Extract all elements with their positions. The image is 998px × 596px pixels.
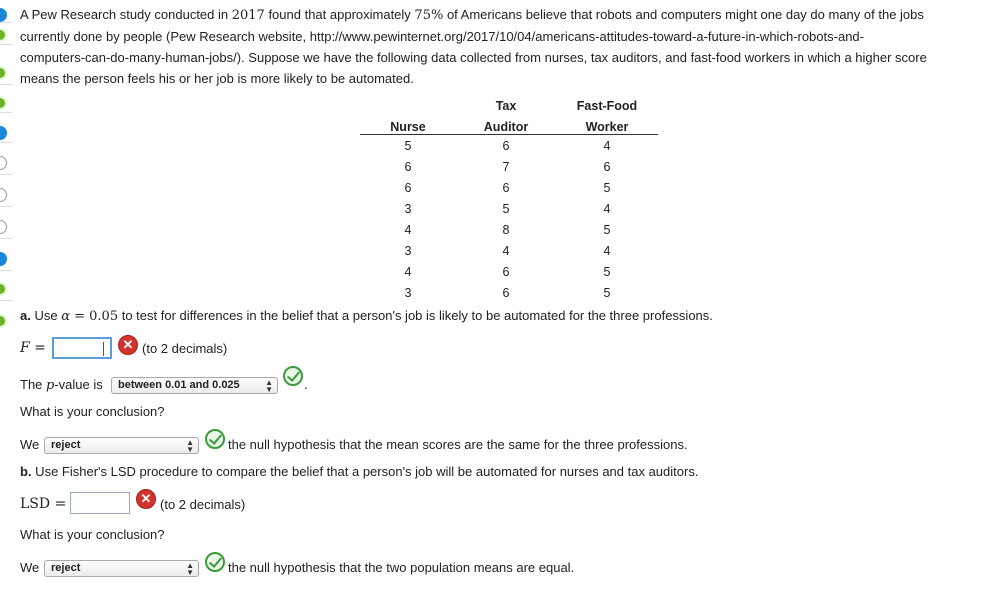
table-cell: 4	[603, 201, 611, 216]
data-table	[360, 92, 658, 303]
table-header-cell: Tax	[495, 99, 517, 113]
pvalue-select[interactable]: between 0.01 and 0.025 ▲ ▼	[111, 377, 278, 394]
table-cell: 5	[603, 264, 611, 279]
table-row	[360, 156, 658, 177]
table-row	[360, 135, 658, 157]
select-arrows-icon: ▲ ▼	[186, 438, 194, 454]
divider	[0, 112, 12, 113]
table-cell: 5	[502, 201, 510, 216]
incorrect-icon: ✕	[136, 489, 156, 509]
f-hint: (to 2 decimals)	[142, 341, 228, 356]
table-cell: 5	[603, 180, 611, 195]
table-cell: 3	[404, 243, 412, 258]
table-cell: 6	[404, 159, 412, 174]
table-cell: 6	[502, 264, 510, 279]
table-header-bottom	[360, 113, 658, 135]
correct-icon	[205, 552, 225, 572]
part-a-label: a.	[20, 308, 31, 323]
status-dot-correct[interactable]	[0, 314, 7, 328]
lsd-label: LSD =	[20, 496, 67, 512]
problem-statement	[20, 4, 995, 89]
table-header-cell: Fast-Food	[576, 99, 638, 113]
intro-line-1: A Pew Research study conducted in 2017 found that approximately 75% of Americans believe that robots and computers might one day do many of the jobs	[20, 7, 924, 23]
part-b-label: b.	[20, 464, 32, 479]
select-arrows-icon: ▲ ▼	[186, 561, 194, 577]
status-dot-current[interactable]	[0, 8, 7, 22]
table-header-top	[360, 92, 658, 113]
intro-line-3: computers-can-do-many-human-jobs/). Suppose we have the following data collected from nurses, tax auditors, and fast-food workers in which a higher score	[20, 50, 927, 65]
part-a-we-label: We	[20, 437, 40, 452]
table-row	[360, 219, 658, 240]
table-cell: 5	[603, 222, 611, 237]
part-a-prompt: a. Use α = 0.05 to test for differences in the belief that a person's job is likely to be automated for the three professions.	[20, 308, 713, 324]
part-a-conclusion-text: the null hypothesis that the mean scores are the same for the three professions.	[228, 437, 688, 452]
correct-icon	[205, 429, 225, 449]
table-row	[360, 198, 658, 219]
table-header-cell: Auditor	[456, 113, 556, 135]
table-cell: 5	[404, 138, 412, 153]
table-cell: 6	[502, 285, 510, 300]
status-dot-correct[interactable]	[0, 66, 7, 80]
table-header-cell: Nurse	[360, 113, 456, 135]
select-arrows-icon: ▲ ▼	[265, 378, 273, 394]
status-dot-correct[interactable]	[0, 28, 7, 42]
pvalue-label: The p-value is	[20, 377, 103, 393]
divider	[0, 174, 12, 175]
table-row	[360, 282, 658, 303]
divider	[0, 300, 12, 301]
part-b-prompt: b. Use Fisher's LSD procedure to compare the belief that a person's job will be automated for nurses and tax auditors.	[20, 464, 699, 479]
table-cell: 6	[502, 138, 510, 153]
divider	[0, 142, 12, 143]
table-cell: 4	[603, 138, 611, 153]
table-cell: 3	[404, 201, 412, 216]
divider	[0, 44, 12, 45]
status-dot-unanswered[interactable]	[0, 220, 7, 234]
table-cell: 4	[404, 264, 412, 279]
status-dot-unanswered[interactable]	[0, 156, 7, 170]
status-dot-current[interactable]	[0, 126, 7, 140]
table-cell: 6	[502, 180, 510, 195]
lsd-input[interactable]	[70, 492, 130, 514]
question-progress-sidebar	[0, 0, 12, 596]
part-a-conclusion-select[interactable]: reject ▲ ▼	[44, 437, 199, 454]
table-row	[360, 261, 658, 282]
pvalue-period: .	[304, 377, 308, 392]
part-b-conclusion-select[interactable]: reject ▲ ▼	[44, 560, 199, 577]
table-cell: 4	[502, 243, 510, 258]
status-dot-unanswered[interactable]	[0, 188, 7, 202]
intro-line-4: means the person feels his or her job is more likely to be automated.	[20, 71, 414, 86]
lsd-hint: (to 2 decimals)	[160, 497, 246, 512]
incorrect-icon: ✕	[118, 335, 138, 355]
divider	[0, 238, 12, 239]
table-row	[360, 177, 658, 198]
part-b-conclusion-question: What is your conclusion?	[20, 527, 165, 542]
table-header-cell	[360, 92, 456, 113]
correct-icon	[283, 366, 303, 386]
table-cell: 4	[603, 243, 611, 258]
status-dot-correct[interactable]	[0, 282, 7, 296]
divider	[0, 22, 12, 23]
table-cell: 6	[404, 180, 412, 195]
status-dot-current[interactable]	[0, 252, 7, 266]
table-cell: 6	[603, 159, 611, 174]
table-cell: 7	[502, 159, 510, 174]
f-statistic-input[interactable]	[52, 337, 112, 359]
table-cell: 4	[404, 222, 412, 237]
table-cell: 3	[404, 285, 412, 300]
table-cell: 8	[502, 222, 510, 237]
status-dot-correct[interactable]	[0, 96, 7, 110]
divider	[0, 84, 12, 85]
intro-line-2: currently done by people (Pew Research website, http://www.pewinternet.org/2017/10/04/americans-attitudes-toward-a-future-in-which-robots-and-	[20, 29, 864, 44]
table-cell: 5	[603, 285, 611, 300]
table-row	[360, 240, 658, 261]
divider	[0, 206, 12, 207]
part-b-we-label: We	[20, 560, 40, 575]
part-b-conclusion-text: the null hypothesis that the two population means are equal.	[228, 560, 575, 575]
divider	[0, 270, 12, 271]
part-a-conclusion-question: What is your conclusion?	[20, 404, 165, 419]
table-header-cell: Worker	[556, 113, 658, 135]
f-label: F =	[20, 340, 46, 356]
